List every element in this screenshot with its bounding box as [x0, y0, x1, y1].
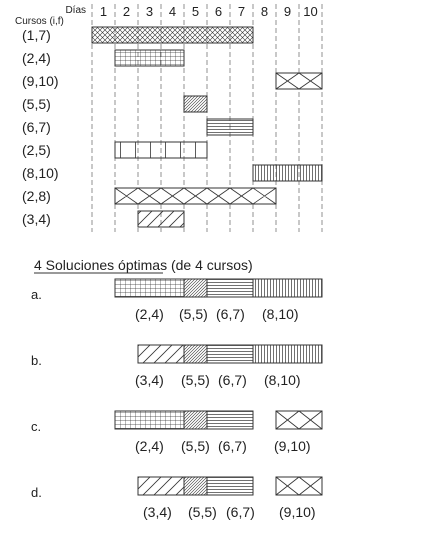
day-label: 7 [237, 4, 246, 19]
course-label: (5,5) [22, 96, 51, 112]
solution-course-label: (6,7) [218, 372, 247, 388]
solution-course-label: (9,10) [279, 504, 316, 520]
course-bar [253, 165, 322, 181]
solution-bar [184, 279, 207, 297]
solution-bar [253, 279, 322, 297]
solution-letter: a. [31, 287, 42, 302]
course-rows [22, 27, 322, 227]
course-label: (9,10) [22, 73, 59, 89]
courses-label: Cursos (i,f) [15, 16, 64, 27]
solution-course-label: (6,7) [218, 438, 247, 454]
solution-course-label: (9,10) [274, 438, 311, 454]
solution-course-label: (5,5) [181, 438, 210, 454]
day-label: 9 [283, 4, 292, 19]
day-label: 2 [122, 4, 131, 19]
course-bar [115, 142, 207, 158]
solution-course-label: (8,10) [262, 306, 299, 322]
course-label: (6,7) [22, 119, 51, 135]
solution-bar [276, 411, 322, 429]
solution-rows [31, 279, 322, 520]
course-bar [276, 73, 322, 89]
solution-course-label: (2,4) [135, 306, 164, 322]
course-bar [138, 211, 184, 227]
day-label: 5 [191, 4, 200, 19]
solution-course-label: (5,5) [188, 504, 217, 520]
solution-course-label: (2,4) [135, 438, 164, 454]
solution-letter: b. [31, 353, 42, 368]
solution-bar [253, 345, 322, 363]
course-bar [115, 50, 184, 66]
course-bar [115, 188, 276, 204]
solution-bar [115, 279, 184, 297]
course-label: (1,7) [22, 27, 51, 43]
solution-course-label: (6,7) [226, 504, 255, 520]
solution-bar [184, 477, 207, 495]
course-label: (2,5) [22, 142, 51, 158]
solution-bar [207, 345, 253, 363]
day-label: 8 [260, 4, 269, 19]
solution-course-label: (3,4) [135, 372, 164, 388]
solution-course-label: (8,10) [264, 372, 301, 388]
solution-course-label: (5,5) [181, 372, 210, 388]
day-label: 6 [214, 4, 223, 19]
course-label: (2,8) [22, 188, 51, 204]
solution-letter: c. [31, 419, 42, 434]
course-label: (3,4) [22, 211, 51, 227]
solution-bar [138, 345, 184, 363]
solution-course-label: (5,5) [179, 306, 208, 322]
solution-bar [207, 477, 253, 495]
solution-bar [184, 345, 207, 363]
solution-bar [115, 411, 184, 429]
course-bar [207, 119, 253, 135]
solution-bar [207, 411, 253, 429]
day-label: 3 [145, 4, 154, 19]
solutions-title: 4 Soluciones óptimas (de 4 cursos) [34, 257, 253, 273]
solution-bar [207, 279, 253, 297]
course-bar [184, 96, 207, 112]
course-bar [92, 27, 253, 43]
day-label: 4 [168, 4, 177, 19]
solution-course-label: (3,4) [143, 504, 172, 520]
day-label: 1 [99, 4, 108, 19]
solution-bar [276, 477, 322, 495]
solution-letter: d. [31, 485, 42, 500]
solution-bar [184, 411, 207, 429]
day-labels [100, 4, 318, 19]
day-label: 10 [303, 4, 318, 19]
course-label: (8,10) [22, 165, 59, 181]
solution-bar [138, 477, 184, 495]
solution-course-label: (6,7) [216, 306, 245, 322]
course-label: (2,4) [22, 50, 51, 66]
days-label: Días [65, 5, 86, 16]
